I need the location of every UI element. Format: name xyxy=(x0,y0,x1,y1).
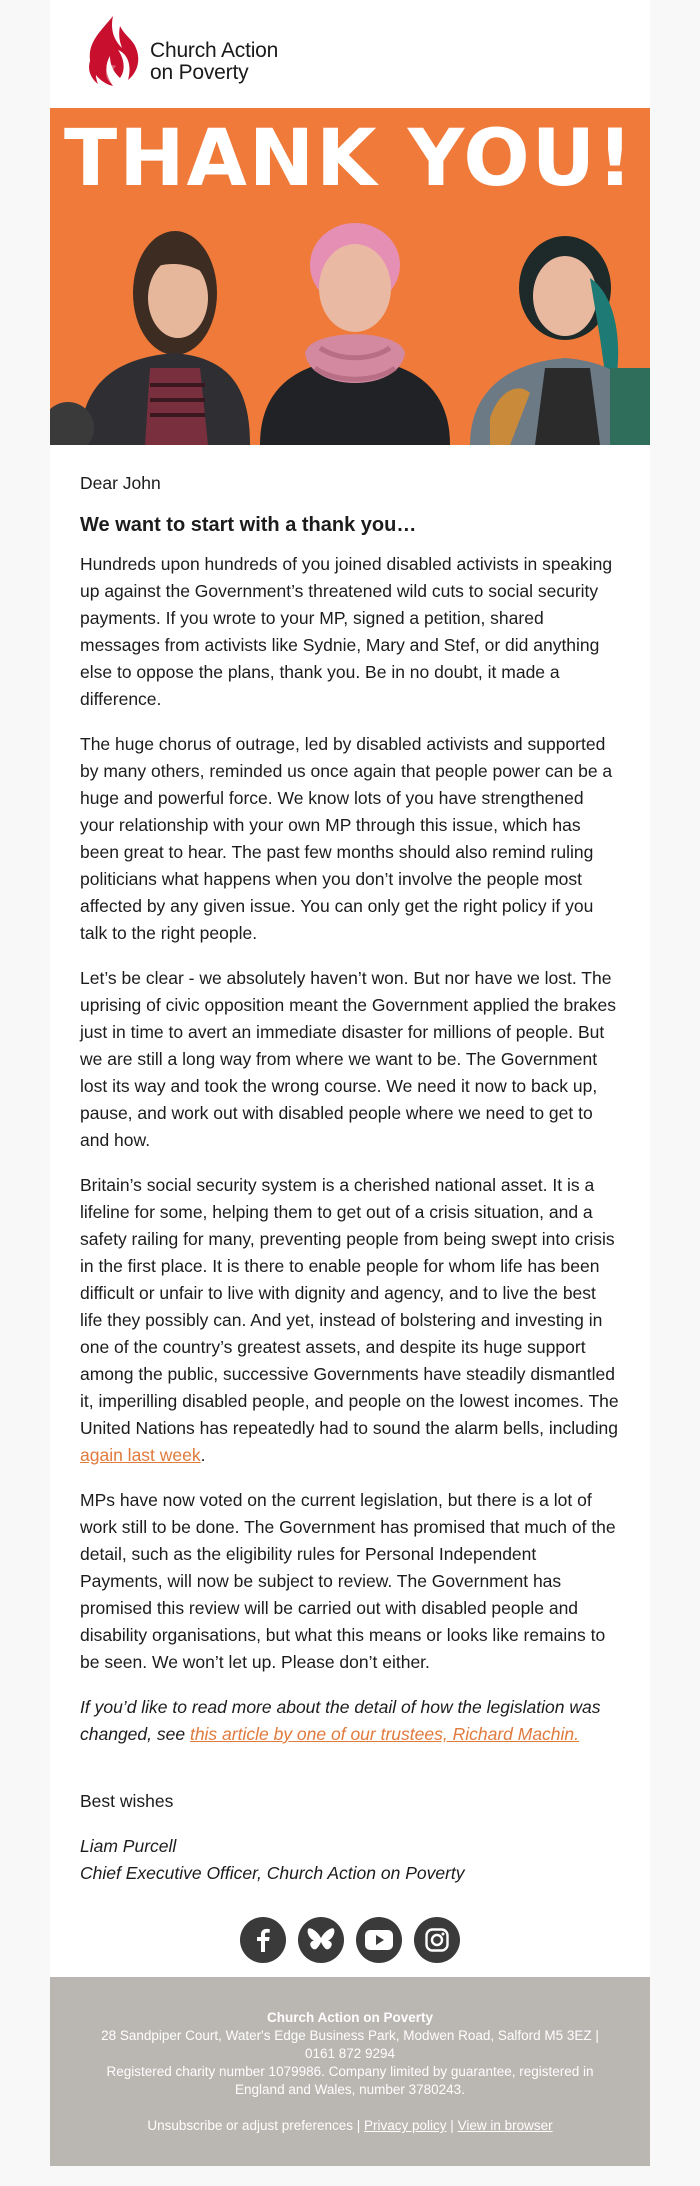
view-in-browser-link[interactable]: View in browser xyxy=(457,2118,553,2133)
email-footer xyxy=(50,1977,650,2166)
paragraph-4-text: Britain’s social security system is a cherished national asset. It is a lifeline for some, helping them to get out of a crisis situation, and a safety railing for many, preventing people from being swept into crisis in the first place. It is there to enable people for whom life has been difficult or unfair to live with dignity and agency, and to live the best life they possibly can. And yet, instead of bolstering and investing in one of the country’s greatest assets, and despite its huge support among the public, successive Governments have steadily dismantled it, imperilling disabled people, and people on the lowest incomes. The United Nations has repeatedly had to sound the alarm bells, including xyxy=(80,1175,619,1438)
email-body xyxy=(80,470,620,1887)
paragraph-1: Hundreds upon hundreds of you joined disabled activists in speaking up against the Government’s threatened wild cuts to social security payments. If you wrote to your MP, signed a petition, shared messages from activists like Sydnie, Mary and Stef, or did anything else to oppose the plans, thank you. Be in no doubt, it made a difference. xyxy=(80,554,613,709)
facebook-icon xyxy=(252,1928,274,1952)
brand-name xyxy=(150,40,278,84)
paragraph-3: Let’s be clear - we absolutely haven’t won. But nor have we lost. The uprising of civic opposition meant the Government applied the brakes just in time to avert an immediate disaster for millions of people. But we are still a long way from where we want to be. The Government lost its way and took the wrong course. We need it now to back up, pause, and work out with disabled people where we need to get to and how. xyxy=(80,968,616,1150)
flame-icon xyxy=(80,14,146,90)
activist-photo-stef xyxy=(450,218,650,445)
email-container xyxy=(50,0,650,2166)
activist-photo-mary xyxy=(250,203,460,445)
paragraph-2: The huge chorus of outrage, led by disabled activists and supported by many others, reminded us once again that people power can be a huge and powerful force. We know lots of you have strengthened your relationship with your own MP through this issue, which has been great to hear. The past few months should also remind ruling politicians what happens when you don’t involve the people most affected by any given issue. You can only get the right policy if you talk to the right people. xyxy=(80,734,613,943)
signer-name: Liam Purcell xyxy=(80,1836,177,1856)
footer-org-name: Church Action on Poverty xyxy=(266,2010,433,2025)
paragraph-5: MPs have now voted on the current legislation, but there is a lot of work still to be done. The Government has promised that much of the detail, such as the eligibility rules for Personal Independent Payments, will now be subject to review. The Government has promised this review will be carried out with disabled people and disability organisations, but what this means or looks like remains to be seen. We won’t let up. Please don’t either. xyxy=(80,1490,616,1672)
signer-title: Chief Executive Officer, Church Action on Poverty xyxy=(80,1863,465,1883)
section-heading: We want to start with a thank you… xyxy=(80,514,417,536)
brand-logo[interactable] xyxy=(80,14,340,90)
paragraph-4 xyxy=(80,1172,620,1469)
youtube-icon xyxy=(365,1930,393,1950)
un-warning-link[interactable]: again last week xyxy=(80,1445,201,1465)
activist-photo-sydnie xyxy=(50,218,250,445)
youtube-link[interactable] xyxy=(356,1917,402,1963)
greeting: Dear John xyxy=(80,473,161,493)
footer-address: 28 Sandpiper Court, Water's Edge Business Park, Modwen Road, Salford M5 3EZ | 0161 872 9294 xyxy=(101,2028,599,2061)
facebook-link[interactable] xyxy=(240,1917,286,1963)
footer-separator: | xyxy=(353,2118,365,2133)
brand-name-line2: on Poverty xyxy=(150,61,249,84)
brand-name-line1: Church Action xyxy=(150,39,279,62)
footer-registration: Registered charity number 1079986. Company limited by guarantee, registered in England and Wales, number 3780243. xyxy=(106,2064,594,2097)
bluesky-icon xyxy=(307,1927,335,1953)
paragraph-4-end: . xyxy=(200,1445,206,1465)
paragraph-6-text: If you’d like to read more about the detail of how the legislation was changed, see xyxy=(80,1697,601,1744)
instagram-icon xyxy=(425,1928,449,1952)
bluesky-link[interactable] xyxy=(298,1917,344,1963)
paragraph-6 xyxy=(80,1694,620,1748)
social-links xyxy=(50,1917,650,1965)
footer-separator: | xyxy=(446,2118,458,2133)
hero-banner xyxy=(50,108,650,445)
trustee-article-link[interactable]: this article by one of our trustees, Richard Machin. xyxy=(189,1724,580,1744)
signature xyxy=(80,1833,620,1887)
signoff: Best wishes xyxy=(80,1791,174,1811)
privacy-policy-link[interactable]: Privacy policy xyxy=(364,2118,447,2133)
footer-links xyxy=(50,2117,650,2135)
unsubscribe-link[interactable]: Unsubscribe or adjust preferences xyxy=(147,2118,353,2133)
hero-headline: THANK YOU! xyxy=(64,114,635,204)
instagram-link[interactable] xyxy=(414,1917,460,1963)
